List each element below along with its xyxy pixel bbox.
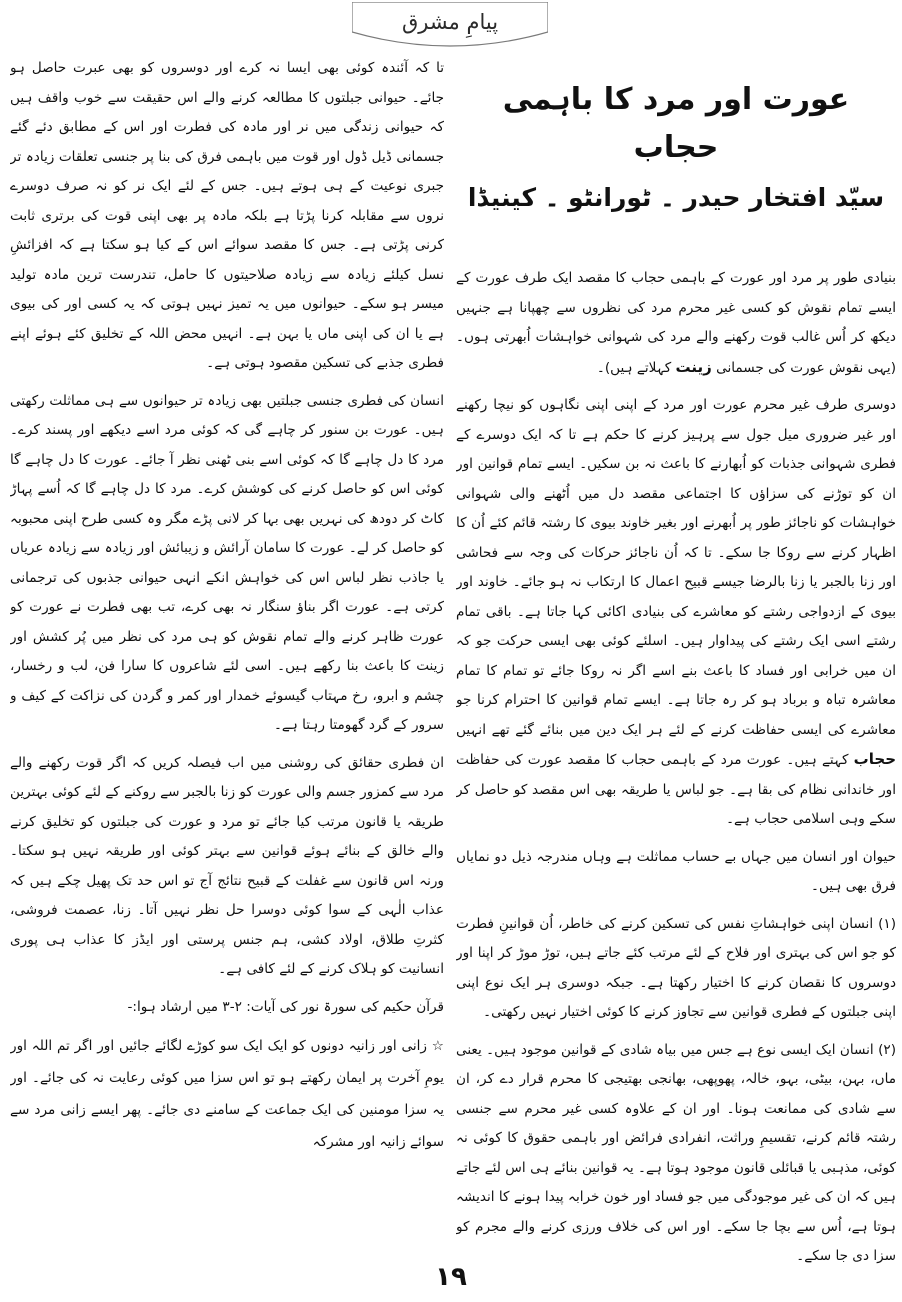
article-title: عورت اور مرد کا باہمی حجاب <box>502 82 850 165</box>
paragraph: (۲) انسان ایک ایسی نوع ہے جس میں بیاہ شادی کے قوانین موجود ہیں۔ یعنی ماں، بہن، بیٹی، بہو، خالہ، پھوپھی، بھانجی بھتیجی کا محرم قرار دے کر، ان سے شادی کی ممانعت ہونا۔ اور ان کے علاوہ کسی غیر محرم سے جنسی رشتہ قائم کرنے، تقسیمِ وراثت، انفرادی فرائض اور باہمی حقوق کا کوئی نہ کوئی، مذہبی یا قبائلی قانون موجود ہوتا ہے۔ یہ قوانین بنائے ہی اس لئے جاتے ہیں کہ ان کی غیر موجودگی میں جو فساد اور خون خرابہ پیدا ہونے کا اندیشہ ہوتا ہے، اُس سے بچا جا سکے۔ اور اس کی خلاف ورزی کرنے والے مجرم کو سزا دی جا سکے۔ <box>456 1041 896 1264</box>
paragraph: ان فطری حقائق کی روشنی میں اب فیصلہ کریں کہ اگر قوت رکھنے والے مرد سے کمزور جسم والی عورت کو زنا بالجبر سے روکنے کے لئے کوئی بہترین طریقہ یا قانون مرتب کیا جائے تو مرد و عورت کی جبلتوں کو تخلیق کرنے والے خالق کے بنائے ہوئے قوانین سے بہتر کوئی اور طریقہ نہیں ہو سکتا۔ ورنہ اس قانون سے غفلت کے قبیح نتائج آج تو اس حد تک پھیل چکے ہیں کہ عذاب الٰہی کے سوا کوئی دوسرا حل نظر نہیں آتا۔ زنا، عصمت فروشی، کثرتِ طلاق، اولاد کشی، ہم جنس پرستی اور ایڈز کا عذاب ہی پوری انسانیت کو ہلاک کرنے کے لئے کافی ہے۔ <box>10 754 444 977</box>
paragraph: حیوان اور انسان میں جہاں بے حساب مماثلت ہے وہاں مندرجہ ذیل دو نمایاں فرق بھی ہیں۔ <box>456 848 896 894</box>
paragraph-text: دوسری طرف غیر محرم عورت اور مرد کے اپنی اپنی نگاہوں کو نیچا رکھنے اور غیر ضروری میل جول سے پرہیز کرنے کا حکم ہے تا کہ ایک دوسرے کے فطری شہوانی جذبات کو اُبھارنے کا باعث نہ بن سکیں۔ ایسے تمام قوانین اور ان کو توڑنے کی سزاؤں کا اجتماعی مقصد دل میں اُٹھنے والی شہوانی خواہشات کو ناجائز طور پر اُبھرنے اور بغیر خاوند بیوی کا رشتہ قائم کئے اُن کا اظہار کرنے سے روکا جا سکے۔ تا کہ اُن ناجائز حرکات کی وجہ سے فحاشی اور زنا بالجبر یا زنا بالرضا جیسے قبیح اعمال کا ارتکاب نہ ہو جائے۔ خاوند اور بیوی کے ازدواجی رشتے کو معاشرے کی بنیادی اکائی کہا جاتا ہے۔ باقی تمام رشتے اسی ایک رشتے کی پیداوار ہیں۔ اسلئے کوئی بھی ایسی حرکت جو کہ ان میں خرابی اور فساد کا باعث بنے اسے اگر نہ روکا جائے تو تمام کا تمام معاشرہ تباہ و برباد ہو کر رہ جاتا ہے۔ ایسے تمام قوانین کا احترام کرنا جو معاشرے کی ایسی حفاظت کرنے کے لئے ہر ایک دین میں بنائے گئے تھے انہیں <box>456 397 896 738</box>
title-spacer <box>456 218 896 264</box>
left-column <box>10 54 444 1269</box>
article-author: سیّد افتخار حیدر ۔ ٹورانٹو ۔ کینیڈا <box>467 183 885 212</box>
paragraph-text: بنیادی طور پر مرد اور عورت کے باہمی حجاب کا مقصد ایک طرف عورت کے ایسے تمام نقوش کو کسی غیر محرم مرد کی نظروں سے چھپانا ہے جنہیں دیکھ کر اُس غالب قوت رکھنے والے مرد کی شہوانی خواہشات اُبھرتی ہوں۔ (یہی نقوش عورت کی جسمانی <box>456 270 896 376</box>
quran-translation: ☆ زانی اور زانیہ دونوں کو ایک ایک سو کوڑے لگائے جائیں اور اگر تم اللہ اور یومِ آخرت پر ایمان رکھتے ہو تو اس سزا میں کوئی رعایت نہ کی جائے۔ اور یہ سزا مومنین کی ایک جماعت کے سامنے دی جائے۔ پھر ایسے زانی مرد سے سوائے زانیہ اور مشرکہ <box>10 1038 444 1150</box>
magazine-header-badge <box>352 2 548 54</box>
page-number: ۱۹ <box>435 1262 467 1292</box>
paragraph-text: کہتے ہیں۔ عورت مرد کے باہمی حجاب کا مقصد عورت کی حفاظت اور خاندانی نظام کی بقا ہے۔ جو لباس یا طریقہ بھی اس مقصد کو حاصل کر سکے وہی اسلامی حجاب ہے۔ <box>456 752 896 827</box>
paragraph: (۱) انسان اپنی خواہشاتِ نفس کی تسکین کرنے کی خاطر، اُن قوانینِ فطرت کو جو اس کی بہتری اور فلاح کے لئے مرتب کئے جاتے ہیں، توڑ موڑ کر اپنا اور دوسروں کا نقصان کرنے کا اختیار رکھتا ہے۔ جبکہ دوسری ہر ایک نوع اپنی اپنی جبلتوں کے فطری قوانین سے تجاوز کرنے کا کوئی اختیار نہیں رکھتی۔ <box>456 915 896 1020</box>
right-column <box>456 54 896 1269</box>
paragraph: تا کہ آئندہ کوئی بھی ایسا نہ کرے اور دوسروں کو بھی عبرت حاصل ہو جائے۔ حیوانی جبلتوں کا مطالعہ کرنے والے اس حقیقت سے خوب واقف ہیں کہ حیوانی زندگی میں نر اور مادہ کی فطرت اور اس کے مطابق دئے گئے جسمانی ڈیل ڈول اور قوت میں باہمی فرق کی بنا پر جنسی تعلقات زیادہ تر جبری نوعیت کے ہی ہوتے ہیں۔ جس کے لئے ایک نر کو نہ صرف دوسرے نروں سے مقابلہ کرنا پڑتا ہے بلکہ مادہ پر بھی اپنی قوت کی برتری ثابت کرنی پڑتی ہے۔ جس کا مقصد سوائے اس کے کیا ہو سکتا ہے کہ افزائشِ نسل کیلئے زیادہ سے زیادہ صلاحیتوں کا حامل، تندرست ترین مادہ تولید میسر ہو سکے۔ حیوانوں میں یہ تمیز نہیں ہوتی کہ یہ کسی اور کی بیوی ہے یا ان کی اپنی ماں یا بہن ہے۔ انہیں محض اللہ کے تخلیق کئے ہوئے اپنے فطری جذبے کی تسکین مقصود ہوتی ہے۔ <box>10 60 444 371</box>
paragraph-text: کہلاتے ہیں)۔ <box>596 359 672 376</box>
magazine-name: پیامِ مشرق <box>401 10 499 34</box>
article-title-block <box>456 76 896 218</box>
verse-reference: قرآن حکیم کی سورۃ نور کی آیات: ۲-۳ میں ارشاد ہوا:- <box>127 998 444 1015</box>
paragraph <box>456 264 896 383</box>
emphasis-term: زینت <box>675 357 712 376</box>
paragraph <box>456 391 896 835</box>
paragraph: انسان کی فطری جنسی جبلتیں بھی زیادہ تر حیوانوں سے ہی مماثلت رکھتی ہیں۔ عورت بن سنور کر چاہے گی کہ کوئی مرد اسے دیکھے اور پسند کرے۔ مرد کا دل چاہے گا کہ کوئی اسے بنی ٹھنی نظر آ جائے۔ عورت کا دل چاہے گا کوئی اس کو حاصل کرنے کی کوشش کرے۔ مرد کا دل چاہے گا کہ اُسے پہاڑ کاٹ کر دودھ کی نہریں بھی بہا کر لانی پڑے مگر وہ کسی طرح اپنی محبوبہ کو حاصل کر لے۔ عورت کا سامان آرائش و زیبائش اور زیادہ سے زیادہ عریاں یا جاذب نظر لباس اس کی خواہش انکے انہی حیوانی جذبوں کی ترجمانی کرتی ہے۔ عورت اگر بناؤ سنگار نہ بھی کرے، تب بھی فطرت نے عورت کو عورت ظاہر کرنے والے تمام نقوش کو ہی مرد کی نظر میں پُر کشش اور زینت کا باعث بنا رکھے ہیں۔ اسی لئے شاعروں کا سارا فن، لب و رخسار، چشم و ابرو، رخ مہتاب گیسوئے خمدار اور کمر و گردن کی نزاکت کے کیف و سرور کے گرد گھومتا رہتا ہے۔ <box>10 392 444 733</box>
emphasis-term: حجاب <box>853 750 896 768</box>
